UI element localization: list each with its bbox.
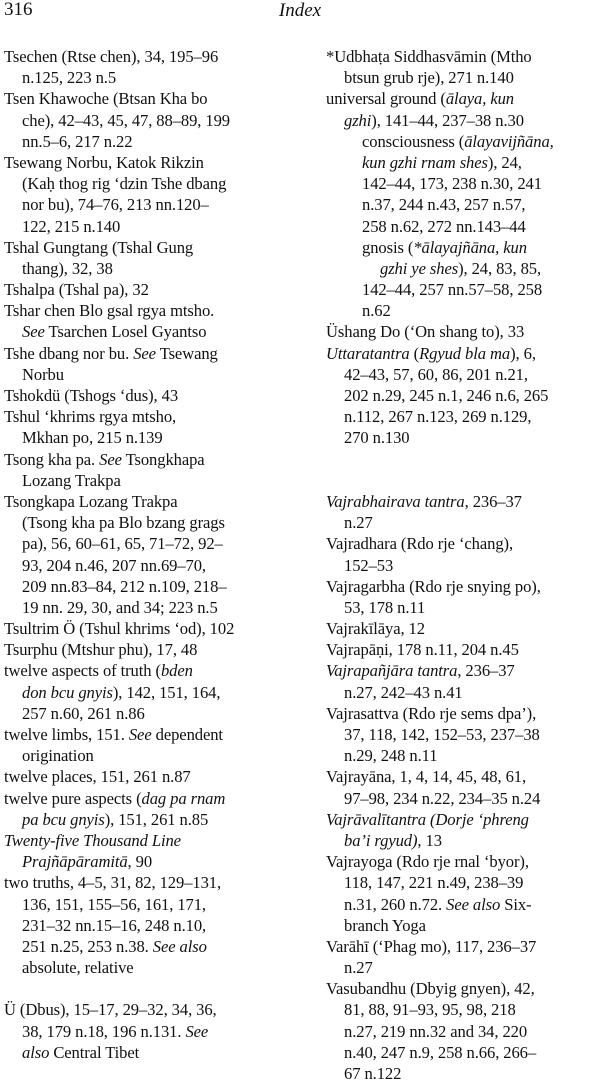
section-gap xyxy=(4,978,296,999)
index-entry-line: Vajrapāṇi, 178 n.11, 204 n.45 xyxy=(326,640,519,660)
index-entry-line: *Udbhaṭa Siddhasvāmin (Mtho xyxy=(326,47,532,66)
index-entry-line: Tsultrim Ö (Tshul khrims ‘od), 102 xyxy=(4,619,235,639)
index-entry-line: Vajrayāna, 1, 4, 14, 45, 48, 61, xyxy=(326,767,527,787)
index-entry-line: twelve places, 151, 261 n.87 xyxy=(4,767,191,787)
index-entry-line: Tsechen (Rtse chen), 34, 195–96 xyxy=(4,47,219,66)
index-entry-line: Vajragarbha (Rdo rje snying po), xyxy=(326,576,541,596)
section-gap xyxy=(326,470,598,491)
section-gap xyxy=(326,449,598,470)
index-continuation-line: n.27 xyxy=(344,958,373,978)
index-continuation-line: 93, 204 n.46, 207 nn.69–70, xyxy=(22,555,206,575)
index-entry-line: Varāhī (‘Phag mo), 117, 236–37 xyxy=(326,936,537,956)
index-entry-line: Ü (Dbus), 15–17, 29–32, 34, 36, xyxy=(4,1000,217,1020)
index-continuation-line: 142–44, 173, 238 n.30, 241 xyxy=(362,174,542,194)
index-entry-line: Vajrayoga (Rdo rje rnal ‘byor), xyxy=(326,852,529,872)
index-continuation-line: gnosis (*ālayajñāna, kun xyxy=(362,237,527,257)
index-continuation-line: n.62 xyxy=(362,301,391,321)
index-continuation-line: 97–98, 234 n.22, 234–35 n.24 xyxy=(344,788,541,808)
index-continuation-line: don bcu gnyis), 142, 151, 164, xyxy=(22,682,221,702)
index-entry-line: universal ground (ālaya, kun xyxy=(326,89,514,109)
index-continuation-line: 202 n.29, 245 n.1, 246 n.6, 265 xyxy=(344,386,549,405)
index-entry-line: Tshe dbang nor bu. See Tsewang xyxy=(4,343,218,363)
index-continuation-line: 152–53 xyxy=(344,555,394,575)
index-continuation-line: 209 nn.83–84, 212 n.109, 218– xyxy=(22,576,227,596)
index-entry-line: Tshalpa (Tshal pa), 32 xyxy=(4,280,149,300)
index-continuation-line: n.27, 219 nn.32 and 34, 220 xyxy=(344,1021,528,1041)
index-entry-line: twelve aspects of truth (bden xyxy=(4,661,193,681)
index-entry-line: Tsong kha pa. See Tsongkhapa xyxy=(4,449,205,469)
index-continuation-line: gzhi), 141–44, 237–38 n.30 xyxy=(344,110,524,130)
index-entry-line: Vajrāvalītantra (Dorje ‘phreng xyxy=(326,809,529,829)
right-index-column xyxy=(326,46,598,1084)
index-continuation-line: thang), 32, 38 xyxy=(22,258,113,278)
index-entry-line: Vasubandhu (Dbyig gnyen), 42, xyxy=(326,979,535,999)
index-continuation-line: 257 n.60, 261 n.86 xyxy=(22,703,145,723)
index-continuation-line: also Central Tibet xyxy=(22,1042,140,1062)
index-entry-line: Tsurphu (Mtshur phu), 17, 48 xyxy=(4,640,198,660)
running-head: Index xyxy=(278,0,322,21)
index-continuation-line: gzhi ye shes), 24, 83, 85, xyxy=(380,258,542,278)
index-continuation-line: See Tsarchen Losel Gyantso xyxy=(22,322,207,342)
index-continuation-line: consciousness (ālayavijñāna, xyxy=(362,131,554,151)
index-continuation-line: 38, 179 n.18, 196 n.131. See xyxy=(22,1021,209,1041)
index-continuation-line: nn.5–6, 217 n.22 xyxy=(22,131,133,151)
index-continuation-line: absolute, relative xyxy=(22,958,134,978)
index-entry-line: Vajrasattva (Rdo rje sems dpa’), xyxy=(326,703,537,723)
index-continuation-line: 136, 151, 155–56, 161, 171, xyxy=(22,894,206,914)
index-continuation-line: Lozang Trakpa xyxy=(22,470,121,490)
index-continuation-line: Norbu xyxy=(22,364,64,384)
index-continuation-line: pa bcu gnyis), 151, 261 n.85 xyxy=(22,809,209,829)
index-entry-line: Üshang Do (‘On shang to), 33 xyxy=(326,322,525,342)
index-continuation-line: n.112, 267 n.123, 269 n.129, xyxy=(344,407,532,427)
index-continuation-line: nor bu), 74–76, 213 nn.120– xyxy=(22,195,209,215)
index-continuation-line: (Kaḥ thog rig ‘dzin Tshe dbang xyxy=(22,174,227,194)
index-continuation-line: 42–43, 57, 60, 86, 201 n.21, xyxy=(344,364,528,384)
index-entry-line: Tsen Khawoche (Btsan Kha bo xyxy=(4,89,208,109)
index-entry-line: Vajrakīlāya, 12 xyxy=(326,619,425,639)
index-continuation-line: 122, 215 n.140 xyxy=(22,216,121,236)
index-continuation-line: n.37, 244 n.43, 257 n.57, xyxy=(362,195,526,215)
index-continuation-line: (Tsong kha pa Blo bzang grags xyxy=(22,513,225,533)
index-continuation-line: 231–32 nn.15–16, 248 n.10, xyxy=(22,915,207,935)
index-continuation-line: 37, 118, 142, 152–53, 237–38 xyxy=(344,725,540,744)
index-continuation-line: n.29, 248 n.11 xyxy=(344,746,438,766)
index-entry-line: Tshul ‘khrims rgya mtsho, xyxy=(4,407,177,427)
index-continuation-line: 270 n.130 xyxy=(344,428,410,448)
index-continuation-line: ba’i rgyud), 13 xyxy=(344,830,442,850)
index-continuation-line: pa), 56, 60–61, 65, 71–72, 92– xyxy=(22,534,223,554)
index-continuation-line: 142–44, 257 nn.57–58, 258 xyxy=(362,280,543,300)
index-entry-line: Tsewang Norbu, Katok Rikzin xyxy=(4,152,204,172)
index-continuation-line: n.31, 260 n.72. See also Six- xyxy=(344,894,532,914)
index-continuation-line: kun gzhi rnam shes), 24, xyxy=(362,152,522,172)
index-entry-line: Tsongkapa Lozang Trakpa xyxy=(4,491,178,511)
index-continuation-line: branch Yoga xyxy=(344,915,426,935)
index-continuation-line: n.27, 242–43 n.41 xyxy=(344,682,463,702)
index-continuation-line: che), 42–43, 45, 47, 88–89, 199 xyxy=(22,110,230,130)
index-continuation-line: 258 n.62, 272 nn.143–44 xyxy=(362,216,526,236)
left-index-column xyxy=(4,46,296,1063)
index-continuation-line: 19 nn. 29, 30, and 34; 223 n.5 xyxy=(22,597,218,617)
index-continuation-line: origination xyxy=(22,746,94,766)
index-entry-line: Tshokdü (Tshogs ‘dus), 43 xyxy=(4,386,179,405)
index-continuation-line: 118, 147, 221 n.49, 238–39 xyxy=(344,873,524,893)
index-entry-line: Tshal Gungtang (Tshal Gung xyxy=(4,237,194,257)
index-continuation-line: 81, 88, 91–93, 95, 98, 218 xyxy=(344,1000,516,1020)
index-continuation-line: n.27 xyxy=(344,513,373,533)
index-continuation-line: btsun grub rje), 271 n.140 xyxy=(344,68,514,88)
index-continuation-line: n.125, 223 n.5 xyxy=(22,68,117,88)
index-entry-line: Vajrapañjāra tantra, 236–37 xyxy=(326,661,515,681)
index-entry-line: Tshar chen Blo gsal rgya mtsho. xyxy=(4,301,215,321)
index-entry-line: twelve pure aspects (dag pa rnam xyxy=(4,788,226,808)
page-number: 316 xyxy=(4,0,33,20)
index-entry-line: Vajrabhairava tantra, 236–37 xyxy=(326,491,522,511)
index-entry-line: twelve limbs, 151. See dependent xyxy=(4,725,223,744)
index-continuation-line: n.40, 247 n.9, 258 n.66, 266– xyxy=(344,1042,537,1062)
index-entry-line: Uttaratantra (Rgyud bla ma), 6, xyxy=(326,343,536,363)
index-entry-line: Vajradhara (Rdo rje ‘chang), xyxy=(326,534,514,554)
index-entry-line: two truths, 4–5, 31, 82, 129–131, xyxy=(4,873,222,893)
index-continuation-line: 251 n.25, 253 n.38. See also xyxy=(22,936,207,956)
index-continuation-line: 67 n.122 xyxy=(344,1064,402,1083)
index-continuation-line: Mkhan po, 215 n.139 xyxy=(22,428,163,448)
index-continuation-line: 53, 178 n.11 xyxy=(344,597,426,617)
index-continuation-line: Prajñāpāramitā, 90 xyxy=(22,852,153,872)
index-entry-line: Twenty-five Thousand Line xyxy=(4,830,181,850)
